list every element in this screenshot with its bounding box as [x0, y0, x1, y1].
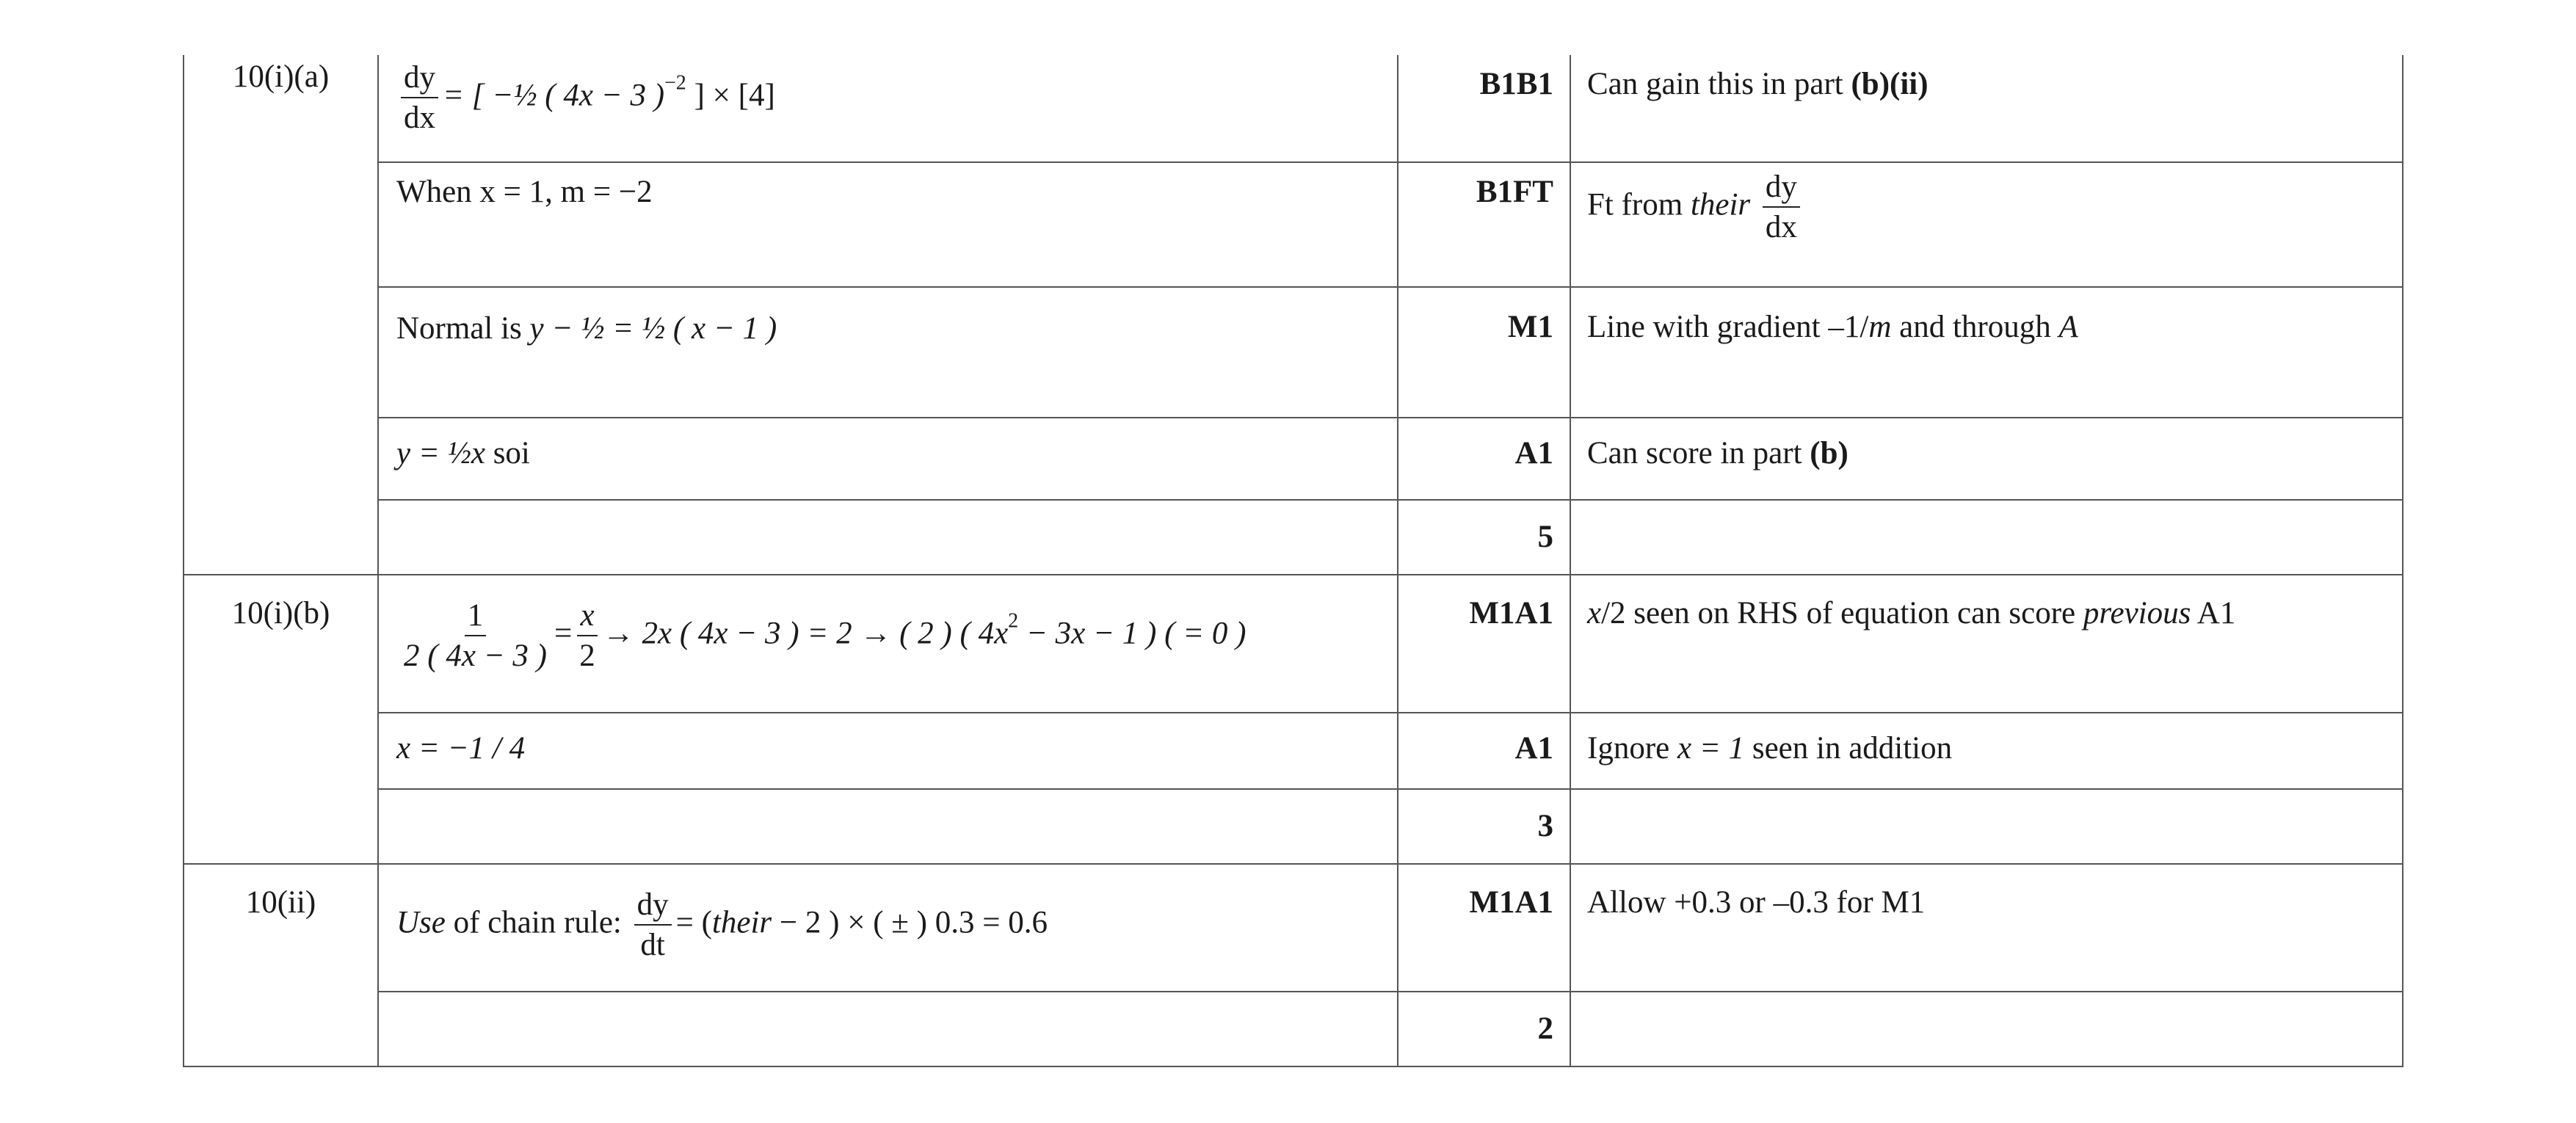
table-row [184, 500, 2403, 575]
derivative-expression-tail: ] × [4] [694, 78, 775, 113]
answer-cell: Normal is y − ½ = ½ ( x − 1 ) [378, 287, 1398, 418]
table-row [184, 418, 2403, 500]
answer-cell: x = −1 / 4 [378, 713, 1398, 789]
power: −2 [664, 71, 686, 95]
answer-cell: When x = 1, m = −2 [378, 162, 1398, 287]
guidance-cell: Ignore x = 1 seen in addition [1570, 713, 2403, 789]
guidance-cell: Can gain this in part (b)(ii) [1570, 55, 2403, 162]
answer-cell [378, 992, 1398, 1066]
guidance-cell: Line with gradient –1/m and through A [1570, 287, 2403, 418]
table-row [184, 992, 2403, 1066]
derivative-expression: = [ −½ ( 4x − 3 ) [443, 78, 665, 113]
answer-cell [378, 789, 1398, 864]
table-row [184, 162, 2403, 287]
mark-cell: B1B1 [1398, 55, 1570, 162]
guidance-cell [1570, 789, 2403, 864]
guidance-cell: Ft from their $\frac{dy}{dx}$ [1570, 162, 2403, 287]
table-row [184, 287, 2403, 418]
table-row [184, 575, 2403, 713]
answer-cell: $\frac{1}{2 ( 4x - 3 )}$ = $\frac{x}{2}$ → 2x ( 4x − 3 ) = 2 → ( 2 ) ( $4x^2 - 3x - 1$ ) ( = 0 ) [378, 575, 1398, 713]
mark-cell: M1 [1398, 287, 1570, 418]
table-row [184, 713, 2403, 789]
answer-cell [378, 55, 1398, 162]
mark-cell: M1A1 [1398, 575, 1570, 713]
total-marks: 5 [1398, 500, 1570, 575]
guidance-cell [1570, 500, 2403, 575]
fraction: $\frac{1}{2 ( 4x - 3 )}$ [404, 598, 547, 674]
answer-cell [378, 500, 1398, 575]
guidance-cell: Can score in part (b) [1570, 418, 2403, 500]
mark-cell: M1A1 [1398, 864, 1570, 992]
derivative-fraction: $\frac{dy}{dx}$ [401, 59, 438, 137]
total-marks: 2 [1398, 992, 1570, 1066]
mark-cell: A1 [1398, 418, 1570, 500]
guidance-cell: Allow +0.3 or –0.3 for M1 [1570, 864, 2403, 992]
guidance-cell [1570, 992, 2403, 1066]
table-row [184, 864, 2403, 992]
question-number: 10(i)(a) [184, 55, 378, 575]
derivative-fraction: $\frac{dy}{dt}$ [634, 887, 672, 964]
table-row [184, 55, 2403, 162]
fraction: $\frac{x}{2}$ [576, 597, 598, 675]
question-number: 10(ii) [184, 864, 378, 1066]
mark-cell: A1 [1398, 713, 1570, 789]
mark-scheme-table [183, 55, 2403, 1067]
mark-cell: B1FT [1398, 162, 1570, 287]
question-number: 10(i)(b) [184, 575, 378, 864]
guidance-cell: x/2 seen on RHS of equation can score previous A1 [1570, 575, 2403, 713]
total-marks: 3 [1398, 789, 1570, 864]
answer-cell: Use of chain rule: $\frac{dy}{dt}$ = (their − 2 ) × ( ± ) 0.3 = 0.6 [378, 864, 1398, 992]
answer-cell: y = ½x soi [378, 418, 1398, 500]
table-row [184, 789, 2403, 864]
derivative-fraction: $\frac{dy}{dx}$ [1763, 169, 1800, 246]
